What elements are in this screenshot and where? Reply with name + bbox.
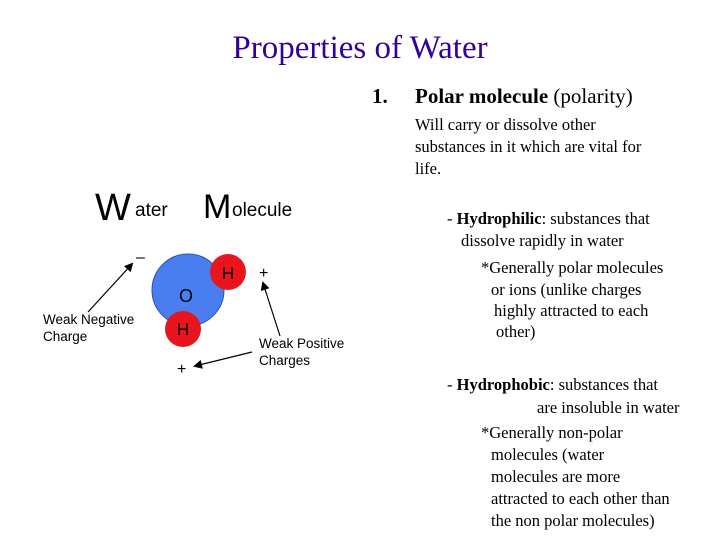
arrow-to-negative xyxy=(88,264,132,312)
diagram-title-ater: ater xyxy=(135,200,168,221)
item-heading-bold: Polar molecule xyxy=(415,84,549,108)
negative-charge-sign: – xyxy=(136,249,145,266)
positive-charge-sign-bottom: + xyxy=(177,361,187,378)
hydrophobic-line-2: are insoluble in water xyxy=(537,398,680,417)
hydrogen-label-bottom: H xyxy=(176,320,190,339)
hydrophobic-line-3: *Generally non-polar xyxy=(481,423,623,442)
hydrophobic-line-4: molecules (water xyxy=(491,445,605,464)
arrow-to-positive-bottom xyxy=(195,352,252,366)
weak-positive-label-line2: Charges xyxy=(259,353,311,368)
positive-charge-sign-top: + xyxy=(259,265,269,282)
diagram-title-w: W xyxy=(95,187,131,229)
hydrophilic-line-4: or ions (unlike charges xyxy=(491,280,642,299)
hydrophilic-line-2: dissolve rapidly in water xyxy=(461,231,624,250)
description-line-3: life. xyxy=(415,159,442,178)
hydrophilic-line-6: other) xyxy=(496,322,536,341)
hydrophobic-line-6: attracted to each other than xyxy=(491,489,670,508)
diagram-title-olecule: olecule xyxy=(232,200,293,221)
hydrophilic-text-1: : substances that xyxy=(541,209,650,228)
hydrophobic-line-5: molecules are more xyxy=(491,467,621,486)
hydrophilic-term: Hydrophilic xyxy=(456,209,542,228)
hydrogen-label-top: H xyxy=(221,264,235,283)
hydrophilic-line-5: highly attracted to each xyxy=(494,301,649,320)
description-line-2: substances in it which are vital for xyxy=(415,137,642,156)
weak-negative-label-line2: Charge xyxy=(43,329,88,344)
oxygen-label: O xyxy=(178,286,194,306)
description-line-1: Will carry or dissolve other xyxy=(415,115,596,134)
hydrophobic-term: Hydrophobic xyxy=(456,375,550,394)
item-heading-rest: (polarity) xyxy=(548,84,633,108)
page-title: Properties of Water xyxy=(232,30,488,66)
hydrophobic-line-7: the non polar molecules) xyxy=(491,511,655,530)
hydrophilic-dash: - xyxy=(447,209,453,228)
hydrophilic-line-3: *Generally polar molecules xyxy=(481,258,664,277)
arrow-to-positive-top xyxy=(263,283,280,336)
weak-positive-label-line1: Weak Positive xyxy=(259,336,345,351)
weak-negative-label-line1: Weak Negative xyxy=(43,312,135,327)
hydrophobic-dash: - xyxy=(447,375,453,394)
hydrophobic-text-1: : substances that xyxy=(549,375,659,394)
diagram-title-m: M xyxy=(203,188,232,226)
list-number: 1. xyxy=(372,84,388,108)
